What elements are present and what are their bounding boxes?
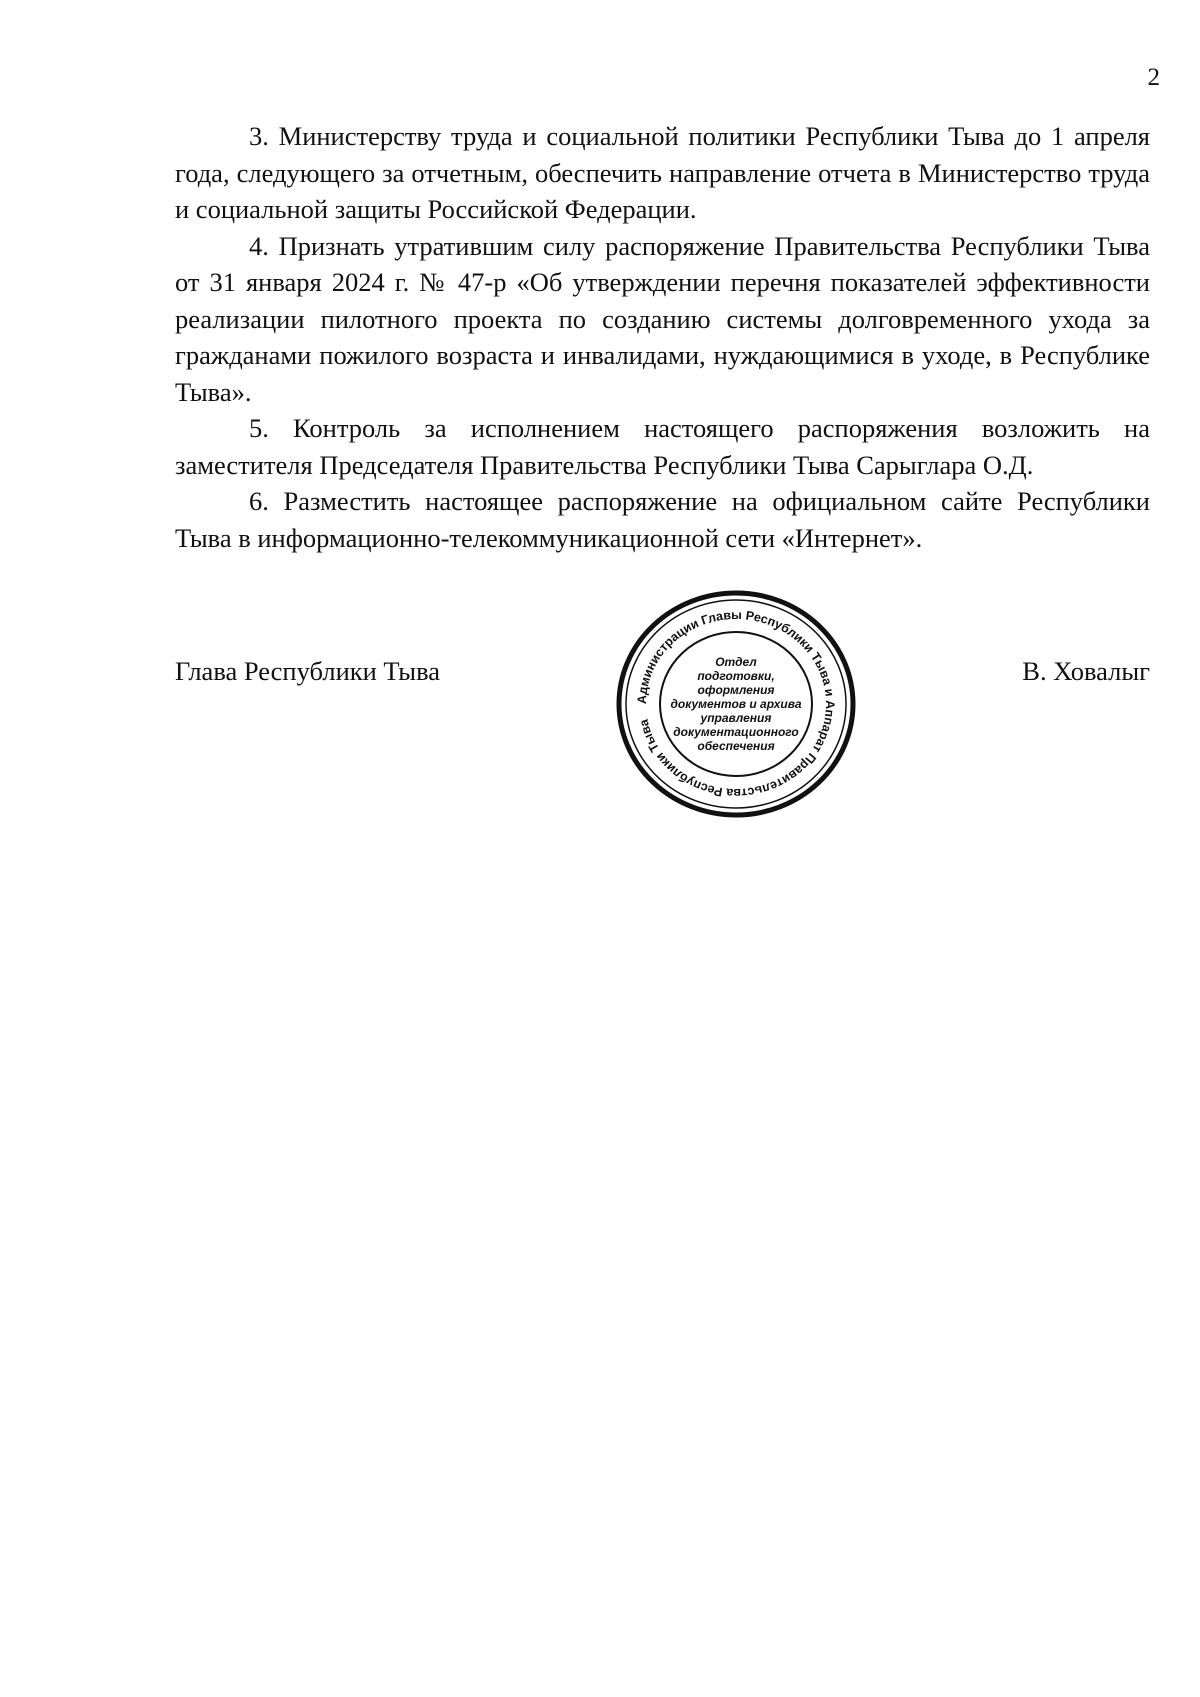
paragraph-5: 5. Контроль за исполнением настоящего распоряжения возложить на заместителя Председателя Правительства Республики Тыва Сарыглара О.Д. xyxy=(175,413,1150,480)
seal-center-text xyxy=(670,655,801,753)
seal-center-line: документов и архива xyxy=(670,697,802,711)
official-seal xyxy=(614,587,858,821)
seal-center-line: обеспечения xyxy=(697,739,775,753)
seal-center-line: управления xyxy=(700,711,772,725)
signatory-position: Глава Республики Тыва xyxy=(175,656,441,686)
paragraph-6: 6. Разместить настоящее распоряжение на официальном сайте Республики Тыва в информационно-телекоммуникационной сети «Интернет». xyxy=(175,486,1150,553)
seal-center-line: подготовки, xyxy=(697,669,775,683)
paragraph-4: 4. Признать утратившим силу распоряжение Правительства Республики Тыва от 31 января 2024 г. № 47-р «Об утверждении перечня показателей эффективности реализации пилотного проекта по созданию системы долговременного ухода за гражданами пожилого возраста и инвалидами, нуждающимися в уходе, в Республике Тыва». xyxy=(175,230,1150,407)
paragraph-3: 3. Министерству труда и социальной политики Республики Тыва до 1 апреля года, следующего за отчетным, обеспечить направление отчета в Министерство труда и социальной защиты Российской Федерации. xyxy=(175,121,1150,224)
signatory-name: В. Ховалыг xyxy=(1022,656,1150,686)
document-body xyxy=(175,118,1150,556)
seal-center-line: Отдел xyxy=(715,655,757,669)
seal-ring-text: Администрации Главы Республики Тыва и Аппарат Правительства Республики Тыва xyxy=(634,607,838,801)
page-number: 2 xyxy=(1147,64,1160,91)
seal-center-line: оформления xyxy=(697,683,775,697)
seal-center-line: документационного xyxy=(673,725,799,739)
